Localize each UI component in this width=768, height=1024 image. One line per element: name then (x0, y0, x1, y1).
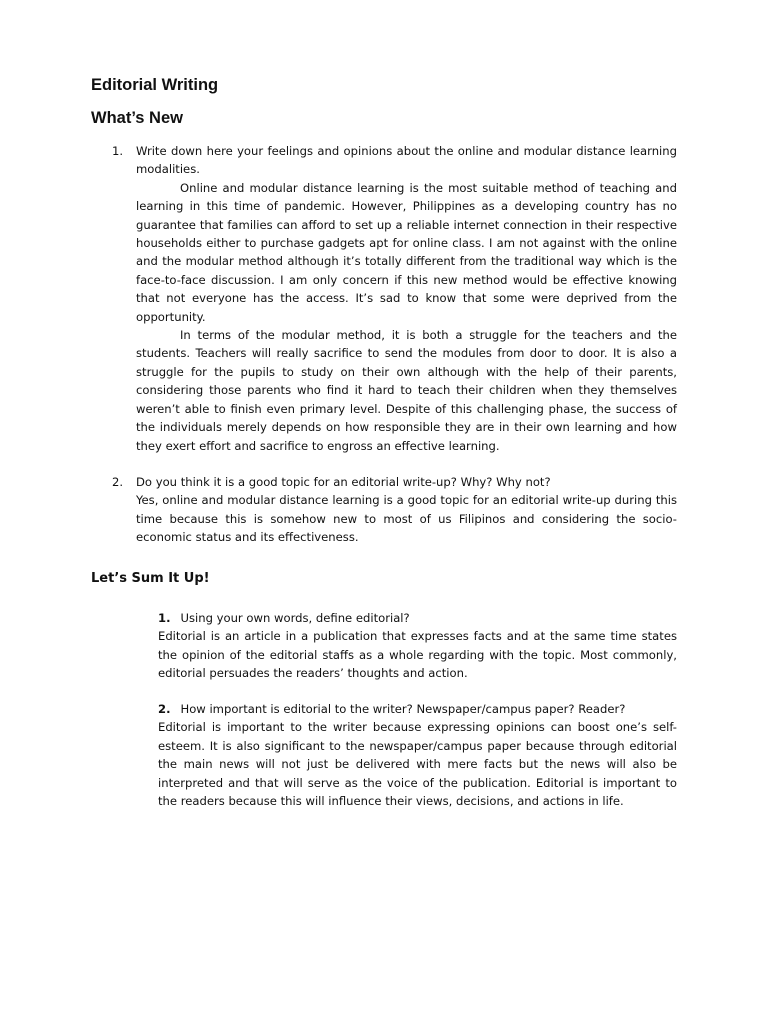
sum-question-block-1 (158, 609, 677, 683)
sum-question-block-2 (158, 700, 677, 810)
question-number: 1. (112, 144, 124, 158)
section-heading-whats-new: What’s New (91, 109, 183, 127)
question-number: 2. (158, 702, 171, 716)
answer-paragraph: Editorial is important to the writer because expressing opinions can boost one’s self-esteem. It is also significant to the newspaper/campus paper because through editorial the main news will not just be delivered with mere facts but the news will also be interpreted and that will serve as the voice of the publication. Editorial is important to the readers because this will influence their views, decisions, and actions in life. (158, 720, 677, 809)
section-heading-sum-it-up: Let’s Sum It Up! (91, 571, 210, 586)
question-line (158, 700, 677, 718)
answer-paragraph: Yes, online and modular distance learning is a good topic for an editorial write-up during this time because this is somehow new to most of us Filipinos and considering the socio-economic status and its effectiveness. (136, 493, 677, 545)
question-block-2 (136, 473, 677, 547)
question-text: How important is editorial to the writer? Newspaper/campus paper? Reader? (180, 702, 626, 716)
question-block-1 (136, 142, 677, 455)
answer-paragraph: In terms of the modular method, it is both a struggle for the teachers and the students. Teachers will really sacrifice to send the modules from door to door. It is also a struggle for the pupils to study on their own although with the help of their parents, considering those parents who find it hard to teach their children when they themselves weren’t able to finish even primary level. Despite of this challenging phase, the success of the individuals merely depends on how responsible they are in their own learning and how they exert effort and sacrifice to engross an effective learning. (136, 328, 677, 453)
answer-paragraph: Online and modular distance learning is the most suitable method of teaching and learning in this time of pandemic. However, Philippines as a developing country has no guarantee that families can afford to set up a reliable internet connection in their respective households either to purchase gadgets apt for online class. I am not against with the online and the modular method although it’s totally different from the traditional way which is the face-to-face discussion. I am only concern if this new method would be effective knowing that not everyone has the access. It’s sad to know that some were deprived from the opportunity. (136, 180, 677, 324)
question-line (158, 609, 677, 627)
question-text: Do you think it is a good topic for an editorial write-up? Why? Why not? (136, 475, 551, 489)
document-title: Editorial Writing (91, 76, 219, 94)
question-text: Using your own words, define editorial? (180, 611, 410, 625)
question-number: 2. (112, 475, 124, 489)
question-number: 1. (158, 611, 171, 625)
question-text: Write down here your feelings and opinions about the online and modular distance learning modalities. (136, 144, 677, 177)
answer-paragraph: Editorial is an article in a publication that expresses facts and at the same time states the opinion of the editorial staffs as a whole regarding with the topic. Most commonly, editorial persuades the readers’ thoughts and action. (158, 629, 677, 681)
